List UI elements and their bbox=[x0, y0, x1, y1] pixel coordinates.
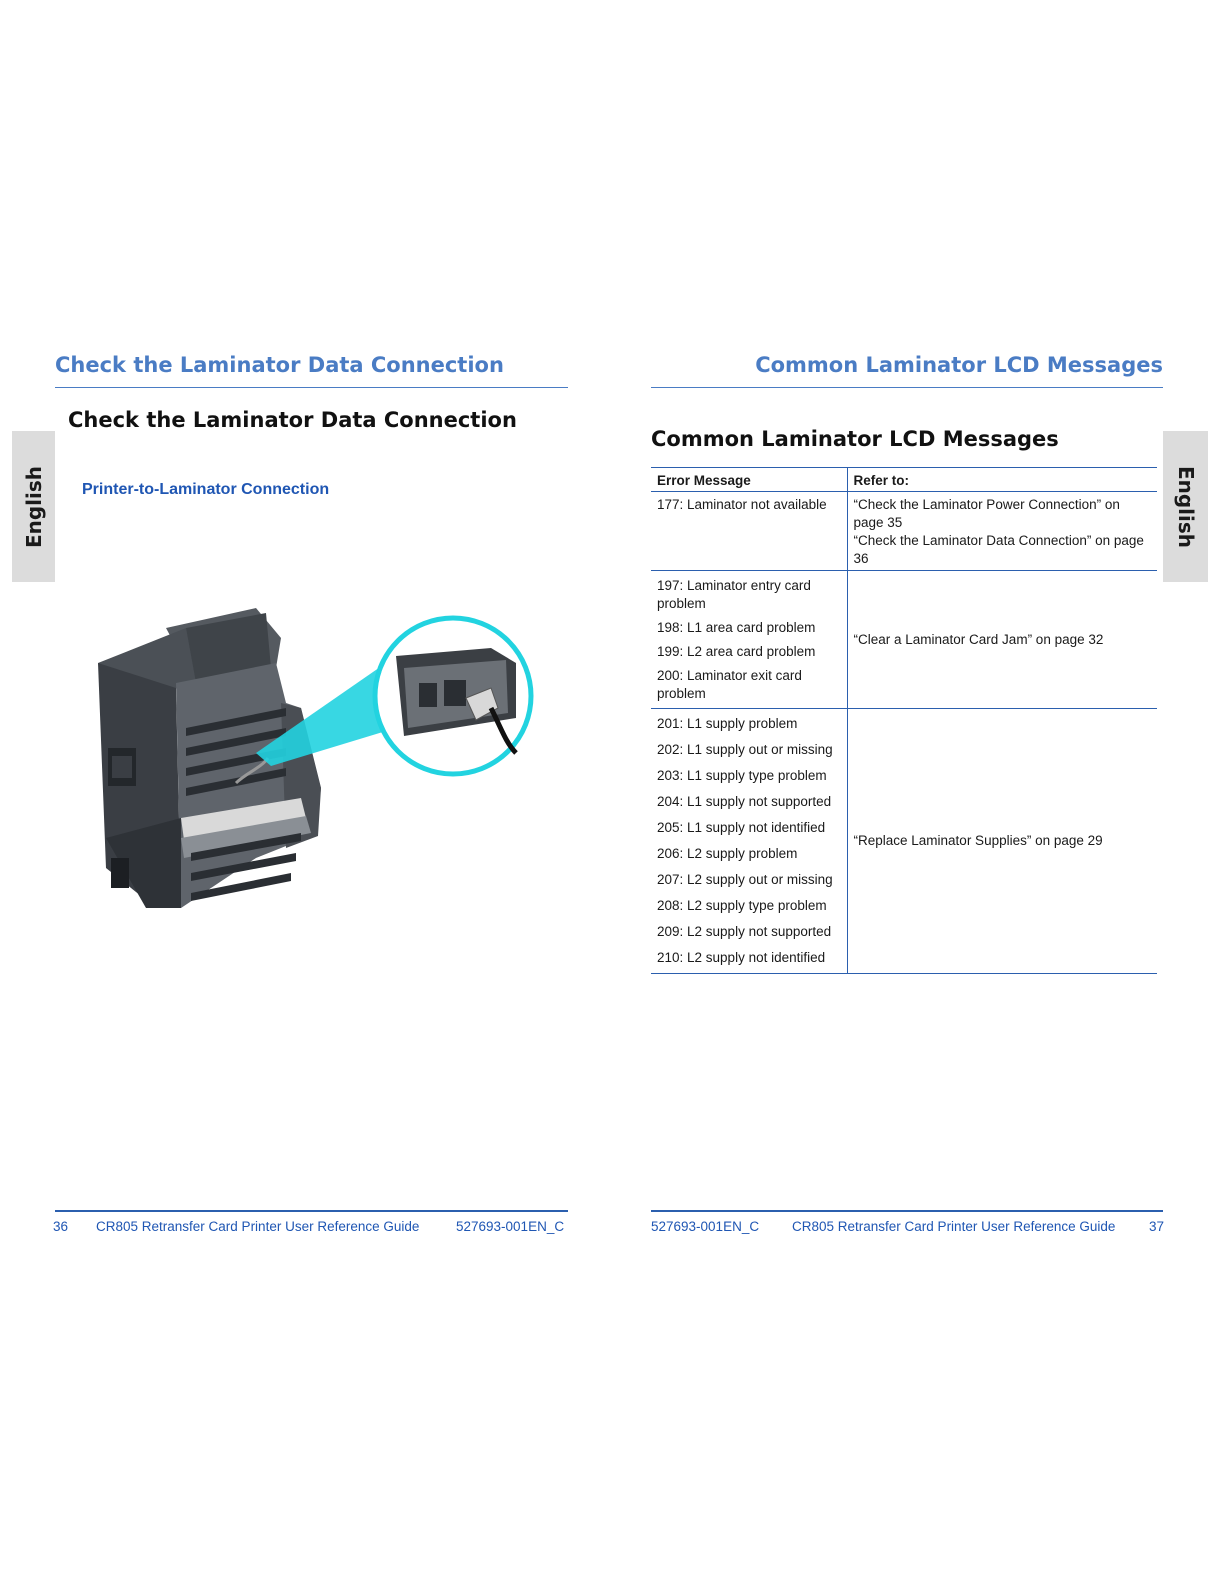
error-message: 203: L1 supply type problem bbox=[657, 768, 827, 783]
error-message: 210: L2 supply not identified bbox=[657, 950, 826, 965]
lcd-messages-table bbox=[651, 467, 1157, 974]
table-row bbox=[651, 492, 1157, 571]
error-message-cell bbox=[651, 571, 847, 709]
refer-to-cell bbox=[847, 709, 1157, 974]
right-footer-doc-code: 527693-001EN_C bbox=[651, 1219, 760, 1234]
error-message: 207: L2 supply out or missing bbox=[657, 872, 833, 887]
error-message: 199: L2 area card problem bbox=[657, 644, 816, 659]
table-header-row bbox=[651, 468, 1157, 492]
left-page-subheading: Printer-to-Laminator Connection bbox=[82, 481, 330, 498]
right-footer-title: CR805 Retransfer Card Printer User Reference Guide bbox=[792, 1219, 1116, 1234]
error-message: 198: L1 area card problem bbox=[657, 620, 816, 635]
error-message: 205: L1 supply not identified bbox=[657, 820, 826, 835]
port-callout bbox=[375, 618, 531, 774]
error-message-cell bbox=[651, 709, 847, 974]
left-footer-title: CR805 Retransfer Card Printer User Reference Guide bbox=[96, 1219, 420, 1234]
right-footer-page-number: 37 bbox=[1149, 1219, 1165, 1234]
right-language-tab bbox=[1163, 431, 1208, 582]
left-language-tab-label: English bbox=[21, 465, 46, 548]
column-header-refer-to: Refer to: bbox=[847, 468, 1157, 492]
refer-to-cell bbox=[847, 571, 1157, 709]
refer-to-cell bbox=[847, 492, 1157, 571]
table-row bbox=[651, 571, 1157, 709]
table-row bbox=[651, 709, 1157, 974]
printer-laminator-illustration bbox=[86, 608, 546, 920]
refer-to-link[interactable]: “Replace Laminator Supplies” on page 29 bbox=[853, 833, 1103, 848]
left-page-heading: Check the Laminator Data Connection bbox=[68, 408, 517, 432]
error-message: 201: L1 supply problem bbox=[657, 716, 798, 731]
error-message-cell bbox=[651, 492, 847, 571]
error-message: 197: Laminator entry card problem bbox=[657, 578, 811, 611]
left-language-tab bbox=[12, 431, 55, 582]
refer-to-link[interactable]: “Clear a Laminator Card Jam” on page 32 bbox=[853, 631, 1104, 647]
left-footer-rule bbox=[55, 1210, 568, 1212]
error-message: 202: L1 supply out or missing bbox=[657, 742, 833, 757]
error-message: 208: L2 supply type problem bbox=[657, 898, 827, 913]
refer-to-link[interactable]: “Check the Laminator Power Connection” on page 35 bbox=[853, 497, 1120, 530]
refer-to-link[interactable]: “Check the Laminator Data Connection” on page 36 bbox=[853, 533, 1144, 566]
right-footer-rule bbox=[651, 1210, 1163, 1212]
right-language-tab-label: English bbox=[1173, 465, 1198, 548]
left-footer-page-number: 36 bbox=[53, 1219, 69, 1234]
error-message: 209: L2 supply not supported bbox=[657, 924, 832, 939]
error-message: 204: L1 supply not supported bbox=[657, 794, 832, 809]
error-message: 206: L2 supply problem bbox=[657, 846, 798, 861]
error-message: 200: Laminator exit card problem bbox=[657, 668, 802, 701]
left-footer-doc-code: 527693-001EN_C bbox=[456, 1219, 565, 1234]
left-running-head: Check the Laminator Data Connection bbox=[55, 352, 568, 388]
right-page-heading: Common Laminator LCD Messages bbox=[651, 427, 1059, 451]
error-message: 177: Laminator not available bbox=[657, 497, 827, 512]
right-running-head: Common Laminator LCD Messages bbox=[651, 352, 1163, 388]
column-header-error-message: Error Message bbox=[651, 468, 847, 492]
